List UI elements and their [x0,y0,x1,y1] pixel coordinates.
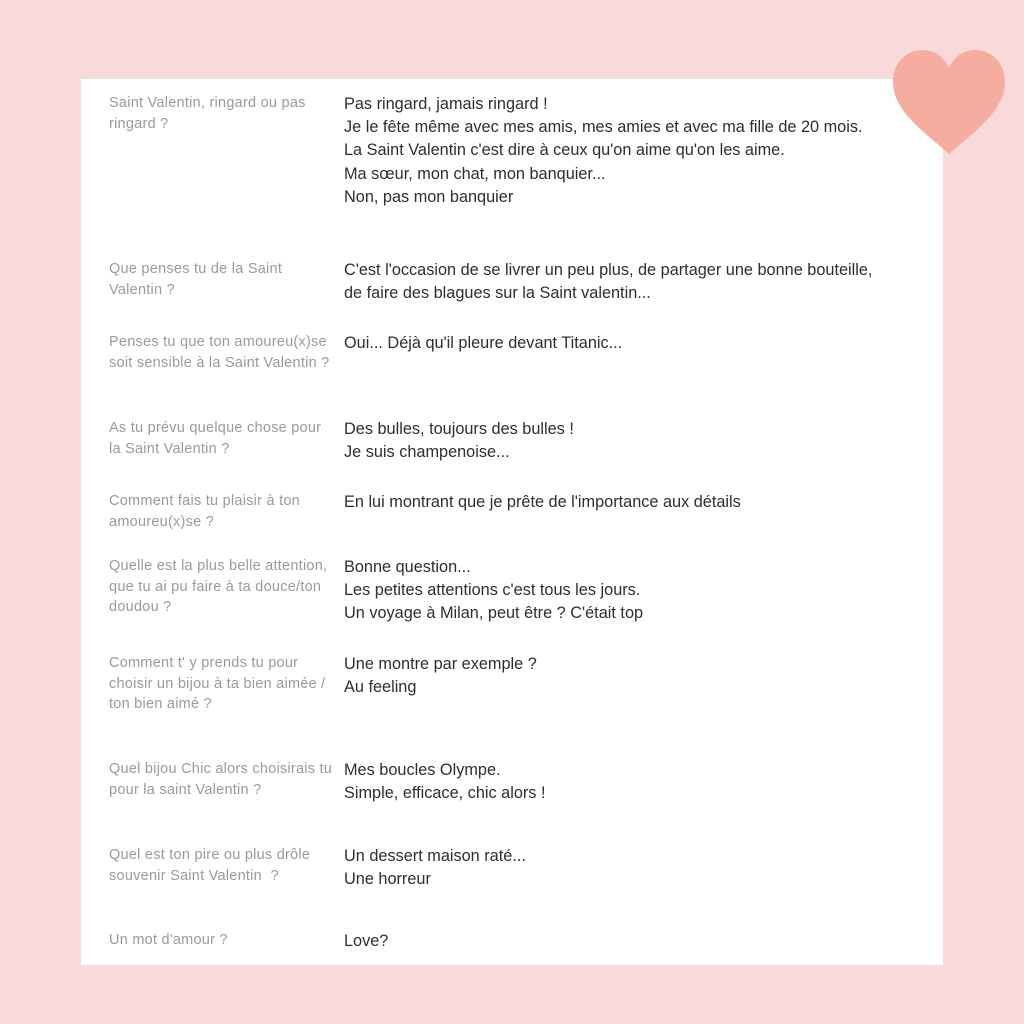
question-text: Quel bijou Chic alors choisirais tu pour la saint Valentin ? [109,761,337,798]
question-text: Comment t' y prends tu pour choisir un bijou à ta bien aimée / ton bien aimé ? [109,655,330,712]
heart-icon [887,46,1011,158]
question-text: Quel est ton pire ou plus drôle souvenir Saint Valentin ? [109,847,315,884]
question-text: Comment fais tu plaisir à ton amoureu(x)se ? [109,493,305,530]
question-text: Que penses tu de la Saint Valentin ? [109,261,287,298]
answer-text: Une montre par exemple ? Au feeling [344,655,537,697]
answer-text: En lui montrant que je prête de l'importance aux détails [344,493,741,511]
answer-text: Pas ringard, jamais ringard ! Je le fête même avec mes amis, mes amies et avec ma fille de 20 mois. La Saint Valentin c'est dire à ceux qu'on aime qu'on les aime. Ma sœur, mon chat, mon banquier... Non, pas mon banquier [344,95,863,206]
question-text: Penses tu que ton amoureu(x)se soit sensible à la Saint Valentin ? [109,334,332,371]
answer-text: Des bulles, toujours des bulles ! Je suis champenoise... [344,420,574,462]
answer-text: Mes boucles Olympe. Simple, efficace, chic alors ! [344,761,546,803]
answer-text: Love? [344,932,389,950]
question-text: Saint Valentin, ringard ou pas ringard ? [109,95,310,132]
interview-card [81,78,943,965]
question-text: Quelle est la plus belle attention, que tu ai pu faire à ta douce/ton doudou ? [109,558,332,615]
answer-text: C'est l'occasion de se livrer un peu plus, de partager une bonne bouteille, de faire des blagues sur la Saint valentin... [344,261,877,303]
answer-text: Oui... Déjà qu'il pleure devant Titanic... [344,334,623,352]
answer-text: Bonne question... Les petites attentions c'est tous les jours. Un voyage à Milan, peut être ? C'était top [344,558,644,623]
answer-text: Un dessert maison raté... Une horreur [344,847,526,889]
question-text: As tu prévu quelque chose pour la Saint Valentin ? [109,420,326,457]
question-text: Un mot d'amour ? [109,932,228,948]
